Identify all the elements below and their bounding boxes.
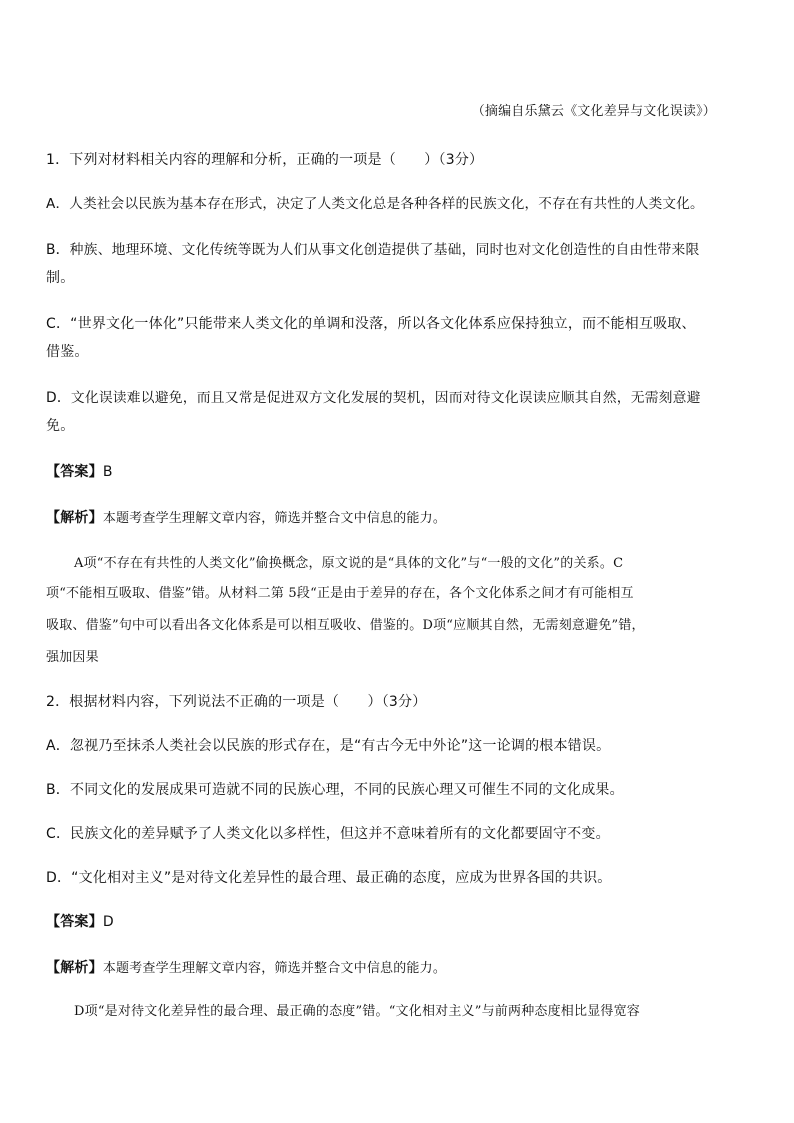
analysis-tag: 【解析】 [46, 960, 103, 976]
answer-tag: 【答案】 [46, 914, 103, 930]
analysis-tag: 【解析】 [46, 510, 103, 526]
source-citation: （摘编自乐黛云《文化差异与文化误读》） [471, 104, 716, 119]
question-1-answer [46, 462, 113, 482]
question-1-option-b-line-2: 制。 [46, 270, 75, 286]
question-1-option-d-line-2: 免。 [46, 418, 75, 434]
answer-value: B [102, 464, 113, 480]
question-1-option-c-line-1: C．“世界文化一体化”只能带来人类文化的单调和没落，所以各文化体系应保持独立，而不能相互吸取、 [46, 316, 696, 332]
question-2-option-d: D．“文化相对主义”是对待文化差异性的最合理、最正确的态度，应成为世界各国的共识。 [46, 870, 612, 886]
answer-value: D [102, 914, 114, 930]
question-1-explanation-line-3: 吸取、借鉴”句中可以看出各文化体系是可以相互吸收、借鉴的。D项“应顺其自然，无需刻意避免”错， [46, 618, 645, 633]
answer-tag: 【答案】 [46, 464, 103, 480]
question-2-stem: 2．根据材料内容，下列说法不正确的一项是（ ）（3分） [46, 694, 427, 710]
question-1-explanation-line-4: 强加因果 [46, 650, 99, 665]
question-1-option-b-line-1: B．种族、地理环境、文化传统等既为人们从事文化创造提供了基础，同时也对文化创造性的自由性带来限 [46, 242, 700, 258]
question-2-analysis [46, 958, 446, 979]
question-2-answer [46, 912, 114, 932]
question-2-explanation-line-1: D项“是对待文化差异性的最合理、最正确的态度”错。“文化相对主义”与前两种态度相比显得宽容 [74, 1004, 641, 1019]
question-1-analysis [46, 508, 446, 529]
question-1-option-c-line-2: 借鉴。 [46, 344, 89, 360]
question-1-explanation-line-1: A项“不存在有共性的人类文化”偷换概念，原文说的是“具体的文化”与“一般的文化”的关系。C [74, 556, 624, 571]
question-1-option-d-line-1: D．文化误读难以避免，而且又常是促进双方文化发展的契机，因而对待文化误读应顺其自然，无需刻意避 [46, 390, 701, 406]
analysis-text: 本题考查学生理解文章内容，筛选并整合文中信息的能力。 [102, 511, 447, 526]
question-2-option-b: B．不同文化的发展成果可造就不同的民族心理，不同的民族心理又可催生不同的文化成果。 [46, 782, 624, 798]
analysis-text: 本题考查学生理解文章内容，筛选并整合文中信息的能力。 [102, 961, 447, 976]
question-2-option-a: A．忽视乃至抹杀人类社会以民族的形式存在，是“有古今无中外论”这一论调的根本错误。 [46, 738, 611, 754]
question-2-option-c: C．民族文化的差异赋予了人类文化以多样性，但这并不意味着所有的文化都要固守不变。 [46, 826, 610, 842]
question-1-option-a: A．人类社会以民族为基本存在形式，决定了人类文化总是各种各样的民族文化，不存在有共性的人类文化。 [46, 196, 704, 212]
question-1-stem: 1．下列对材料相关内容的理解和分析，正确的一项是（ ）（3分） [46, 152, 484, 168]
question-1-explanation-line-2: 项“不能相互吸取、借鉴”错。从材料二第 5段“正是由于差异的存在，各个文化体系之间才有可能相互 [46, 586, 634, 601]
